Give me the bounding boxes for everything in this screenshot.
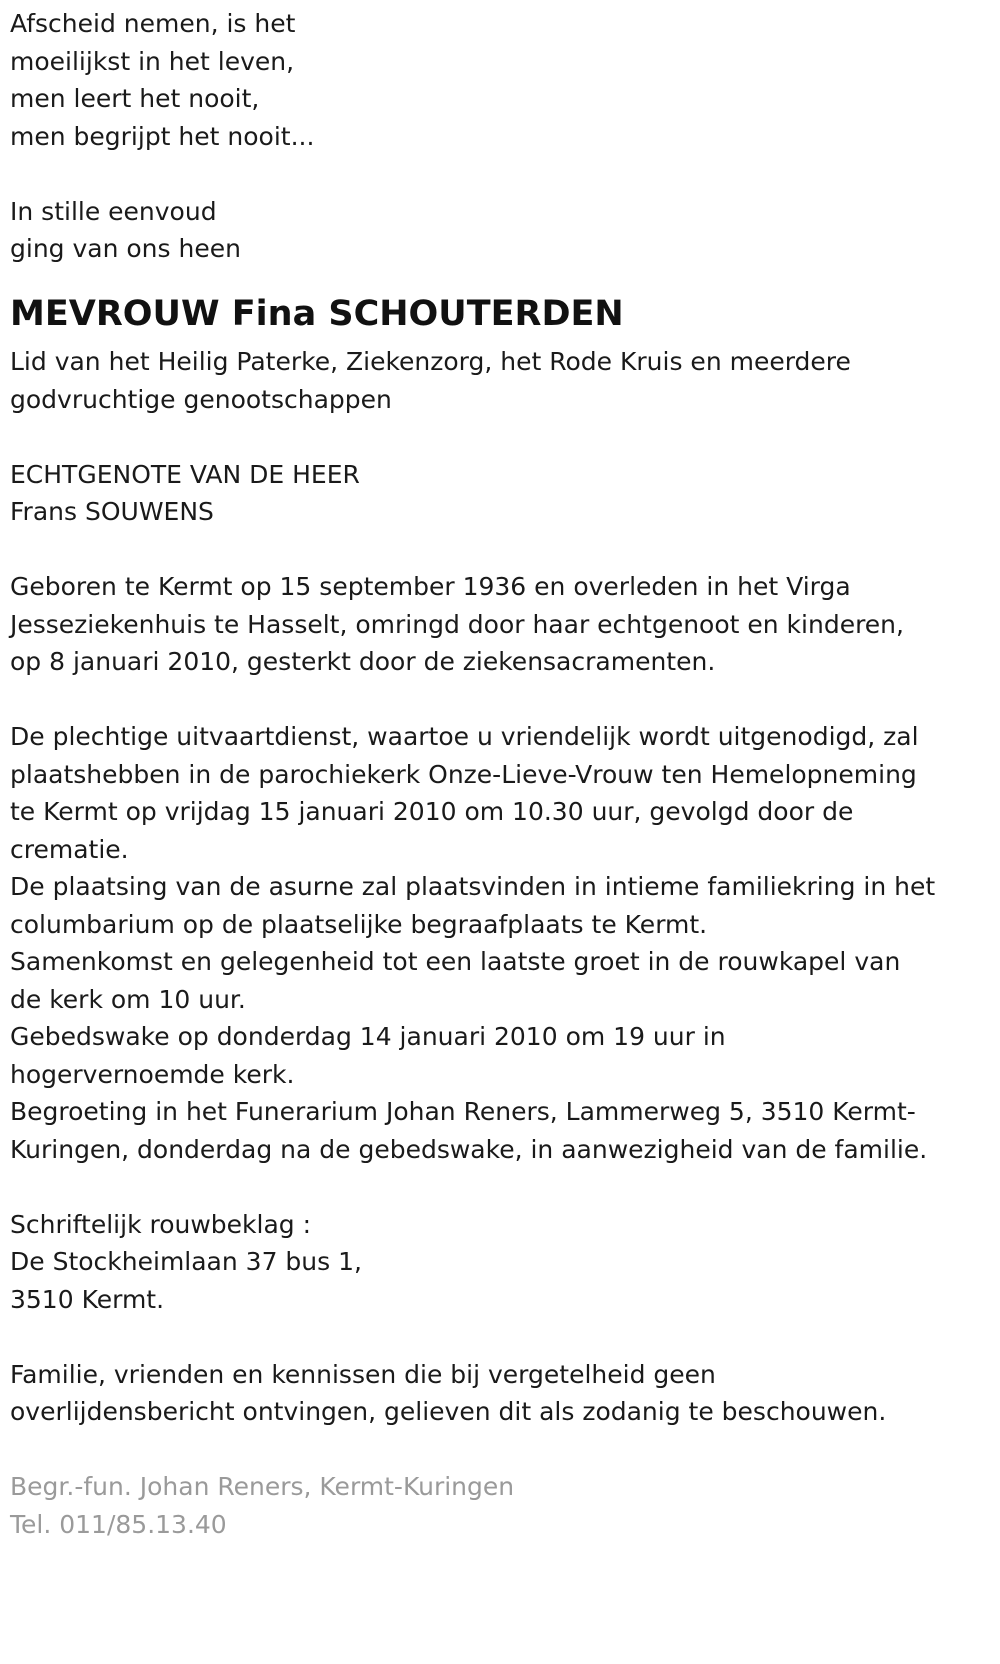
funeral-line: De plaatsing van de asurne zal plaatsvinden in intieme familiekring in het [10,872,936,901]
footer-line: Begr.-fun. Johan Reners, Kermt-Kuringen [10,1472,515,1501]
funeral-line: plaatshebben in de parochiekerk Onze-Lieve-Vrouw ten Hemelopneming [10,759,917,789]
birth-death-line: Jesseziekenhuis te Hasselt, omringd door haar echtgenoot en kinderen, [10,609,904,639]
notice-line: Familie, vrienden en kennissen die bij vergetelheid geen [10,1359,716,1389]
membership-line: Lid van het Heilig Paterke, Ziekenzorg, het Rode Kruis en meerdere [10,347,851,376]
funeral-line: crematie. [10,834,129,864]
funeral-line: de kerk om 10 uur. [10,984,246,1014]
spouse-line: ECHTGENOTE VAN DE HEER [10,459,360,489]
poem-line: moeilijkst in het leven, [10,46,295,76]
deceased-name: MEVROUW Fina SCHOUTERDEN [10,293,624,334]
poem-line: men leert het nooit, [10,84,260,113]
funeral-line: columbarium op de plaatselijke begraafplaats te Kermt. [10,909,708,939]
notice-line: overlijdensbericht ontvingen, gelieven dit als zodanig te beschouwen. [10,1397,887,1426]
obituary-notice [10,0,995,1543]
membership [10,343,995,418]
condolence-line: De Stockheimlaan 37 bus 1, [10,1247,362,1276]
membership-line: godvruchtige genootschappen [10,384,392,414]
condolence-address [10,1206,995,1319]
condolence-line: Schriftelijk rouwbeklag : [10,1209,312,1239]
spouse-line: Frans SOUWENS [10,497,214,526]
funeral-line: Begroeting in het Funerarium Johan Reners, Lammerweg 5, 3510 Kermt- [10,1097,916,1126]
poem [10,0,995,155]
funeral-line: Gebedswake op donderdag 14 januari 2010 om 19 uur in [10,1022,726,1051]
footer-line: Tel. 011/85.13.40 [10,1509,227,1539]
intro [10,193,995,268]
poem-line: Afscheid nemen, is het [10,9,296,38]
birth-death-paragraph [10,568,995,681]
intro-line: In stille eenvoud [10,196,217,226]
funeral-home-footer [10,1468,995,1543]
funeral-line: hogervernoemde kerk. [10,1059,295,1089]
funeral-line: Samenkomst en gelegenheid tot een laatste groet in de rouwkapel van [10,947,901,976]
spouse [10,456,995,531]
funeral-line: te Kermt op vrijdag 15 januari 2010 om 10.30 uur, gevolgd door de [10,797,854,826]
notice-paragraph [10,1356,995,1431]
funeral-paragraph [10,718,995,1168]
funeral-line: De plechtige uitvaartdienst, waartoe u vriendelijk wordt uitgenodigd, zal [10,722,919,751]
funeral-line: Kuringen, donderdag na de gebedswake, in aanwezigheid van de familie. [10,1134,928,1164]
birth-death-line: op 8 januari 2010, gesterkt door de ziekensacramenten. [10,647,716,676]
condolence-line: 3510 Kermt. [10,1284,165,1314]
birth-death-line: Geboren te Kermt op 15 september 1936 en overleden in het Virga [10,572,851,601]
poem-line: men begrijpt het nooit... [10,121,315,151]
intro-line: ging van ons heen [10,234,241,263]
